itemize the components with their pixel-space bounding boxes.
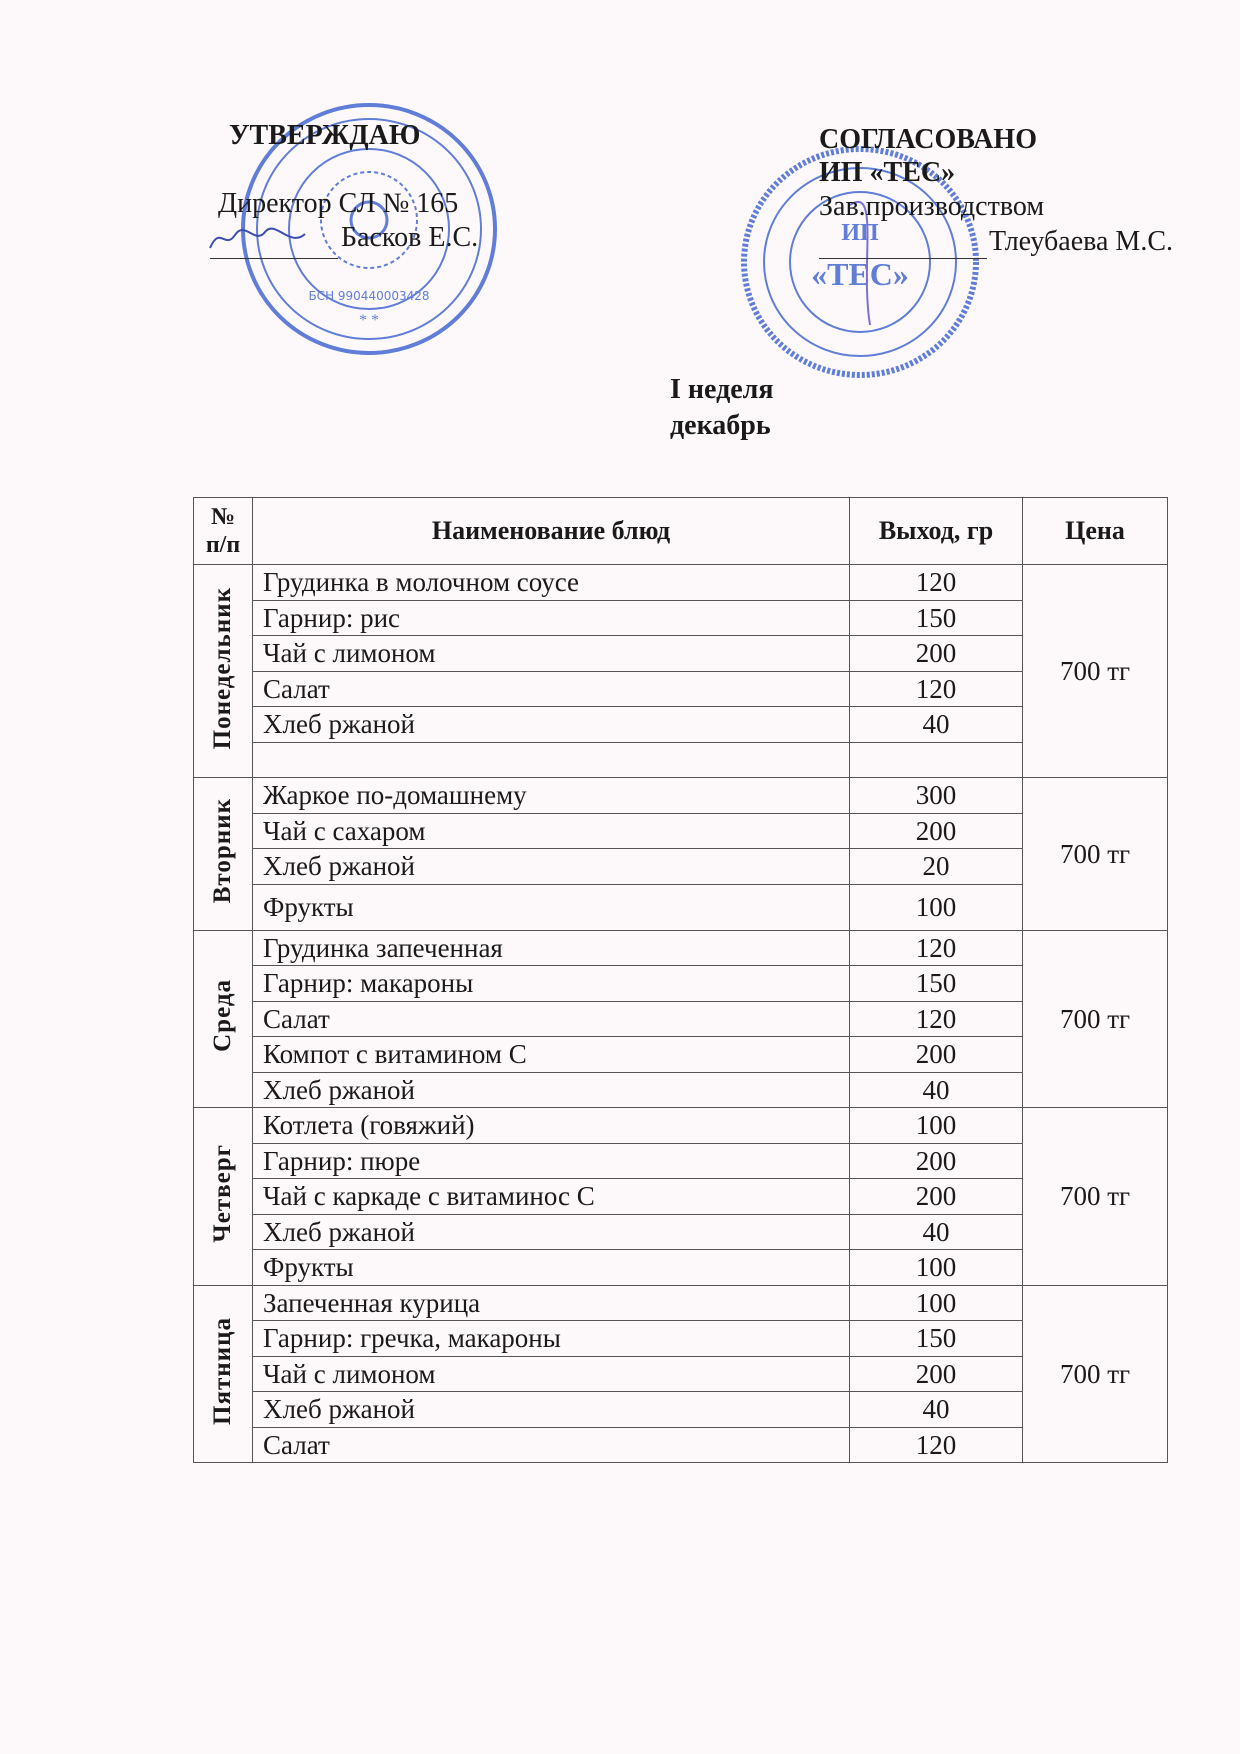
svg-text:ИП: ИП xyxy=(841,220,879,246)
day-cell xyxy=(194,778,253,931)
table-row xyxy=(194,671,1168,707)
agree-name: Тлеубаева М.С. xyxy=(989,226,1173,257)
table-row xyxy=(194,600,1168,636)
table-row xyxy=(194,1143,1168,1179)
table-row xyxy=(194,849,1168,885)
agree-position: Зав.производством xyxy=(819,191,1045,222)
dish-name: Жаркое по-домашнему xyxy=(253,778,850,814)
dish-yield: 40 xyxy=(850,707,1023,743)
table-row xyxy=(194,1214,1168,1250)
table-row xyxy=(194,1072,1168,1108)
dish-yield: 200 xyxy=(850,1037,1023,1073)
day-price: 700 тг xyxy=(1023,565,1168,778)
table-row xyxy=(194,1179,1168,1215)
dish-name: Грудинка запеченная xyxy=(253,930,850,966)
day-label: Четверг xyxy=(209,1143,236,1243)
dish-name: Чай с лимоном xyxy=(253,636,850,672)
day-label: Среда xyxy=(209,979,236,1053)
table-row xyxy=(194,1392,1168,1428)
dish-yield: 200 xyxy=(850,813,1023,849)
day-price: 700 тг xyxy=(1023,1108,1168,1286)
agree-heading: СОГЛАСОВАНО xyxy=(819,124,1037,155)
dish-name: Гарнир: макароны xyxy=(253,966,850,1002)
header-name: Наименование блюд xyxy=(253,498,850,565)
svg-text:«ТЕС»: «ТЕС» xyxy=(811,256,909,292)
table-row xyxy=(194,1321,1168,1357)
dish-yield: 200 xyxy=(850,1356,1023,1392)
dish-yield: 100 xyxy=(850,1285,1023,1321)
day-price: 700 тг xyxy=(1023,930,1168,1108)
approve-heading: УТВЕРЖДАЮ xyxy=(229,120,421,151)
table-row xyxy=(194,565,1168,601)
day-cell xyxy=(194,565,253,778)
header-yield: Выход, гр xyxy=(850,498,1023,565)
dish-name: Фрукты xyxy=(253,884,850,930)
dish-yield: 100 xyxy=(850,1108,1023,1144)
dish-yield: 150 xyxy=(850,1321,1023,1357)
table-row xyxy=(194,1427,1168,1463)
svg-text:* *: * * xyxy=(359,312,379,329)
dish-yield: 150 xyxy=(850,966,1023,1002)
dish-yield: 300 xyxy=(850,778,1023,814)
day-label: Вторник xyxy=(209,798,236,904)
dish-name: Гарнир: гречка, макароны xyxy=(253,1321,850,1357)
dish-name: Хлеб ржаной xyxy=(253,1214,850,1250)
dish-name: Котлета (говяжий) xyxy=(253,1108,850,1144)
dish-yield: 100 xyxy=(850,1250,1023,1286)
dish-yield: 40 xyxy=(850,1392,1023,1428)
dish-yield: 200 xyxy=(850,1143,1023,1179)
dish-name: Салат xyxy=(253,1001,850,1037)
dish-name: Гарнир: пюре xyxy=(253,1143,850,1179)
dish-yield: 120 xyxy=(850,1001,1023,1037)
approve-signature-line xyxy=(210,258,338,259)
menu-table xyxy=(193,497,1168,1463)
day-cell xyxy=(194,1108,253,1286)
dish-yield xyxy=(850,742,1023,778)
dish-yield: 20 xyxy=(850,849,1023,885)
table-row xyxy=(194,1108,1168,1144)
table-row xyxy=(194,930,1168,966)
dish-yield: 150 xyxy=(850,600,1023,636)
dish-yield: 100 xyxy=(850,884,1023,930)
agree-signature-line xyxy=(819,258,987,259)
table-row xyxy=(194,778,1168,814)
dish-name: Гарнир: рис xyxy=(253,600,850,636)
approve-name: Басков Е.С. xyxy=(341,222,479,253)
dish-name: Компот с витамином С xyxy=(253,1037,850,1073)
table-row xyxy=(194,1250,1168,1286)
header-price: Цена xyxy=(1023,498,1168,565)
approve-signature xyxy=(205,220,315,254)
table-row xyxy=(194,813,1168,849)
dish-name: Чай с сахаром xyxy=(253,813,850,849)
dish-yield: 200 xyxy=(850,1179,1023,1215)
table-row xyxy=(194,966,1168,1002)
day-label: Пятница xyxy=(209,1316,236,1425)
table-row xyxy=(194,1356,1168,1392)
month-title: декабрь xyxy=(670,410,771,441)
table-row xyxy=(194,707,1168,743)
dish-name: Хлеб ржаной xyxy=(253,849,850,885)
dish-yield: 40 xyxy=(850,1072,1023,1108)
dish-name: Фрукты xyxy=(253,1250,850,1286)
day-price: 700 тг xyxy=(1023,778,1168,931)
header-num: № п/п xyxy=(194,498,253,565)
dish-yield: 120 xyxy=(850,565,1023,601)
dish-name: Салат xyxy=(253,671,850,707)
table-row xyxy=(194,636,1168,672)
dish-yield: 40 xyxy=(850,1214,1023,1250)
dish-name: Чай с лимоном xyxy=(253,1356,850,1392)
dish-yield: 120 xyxy=(850,930,1023,966)
day-label: Понедельник xyxy=(209,586,236,750)
approve-position: Директор СЛ № 165 xyxy=(218,188,459,219)
dish-name: Хлеб ржаной xyxy=(253,707,850,743)
dish-yield: 200 xyxy=(850,636,1023,672)
menu-body xyxy=(194,565,1168,1463)
dish-yield: 120 xyxy=(850,1427,1023,1463)
dish-name: Запеченная курица xyxy=(253,1285,850,1321)
table-row xyxy=(194,742,1168,778)
dish-name: Салат xyxy=(253,1427,850,1463)
dish-name xyxy=(253,742,850,778)
dish-yield: 120 xyxy=(850,671,1023,707)
table-row xyxy=(194,884,1168,930)
week-title: I неделя xyxy=(670,374,774,405)
day-cell xyxy=(194,930,253,1108)
table-row xyxy=(194,1001,1168,1037)
dish-name: Чай с каркаде с витаминос С xyxy=(253,1179,850,1215)
agree-org: ИП «ТЕС» xyxy=(819,157,956,188)
table-row xyxy=(194,1037,1168,1073)
day-price: 700 тг xyxy=(1023,1285,1168,1463)
dish-name: Грудинка в молочном соусе xyxy=(253,565,850,601)
svg-text:БСН 990440003428: БСН 990440003428 xyxy=(308,289,430,303)
table-header-row xyxy=(194,498,1168,565)
dish-name: Хлеб ржаной xyxy=(253,1392,850,1428)
day-cell xyxy=(194,1285,253,1463)
dish-name: Хлеб ржаной xyxy=(253,1072,850,1108)
table-row xyxy=(194,1285,1168,1321)
